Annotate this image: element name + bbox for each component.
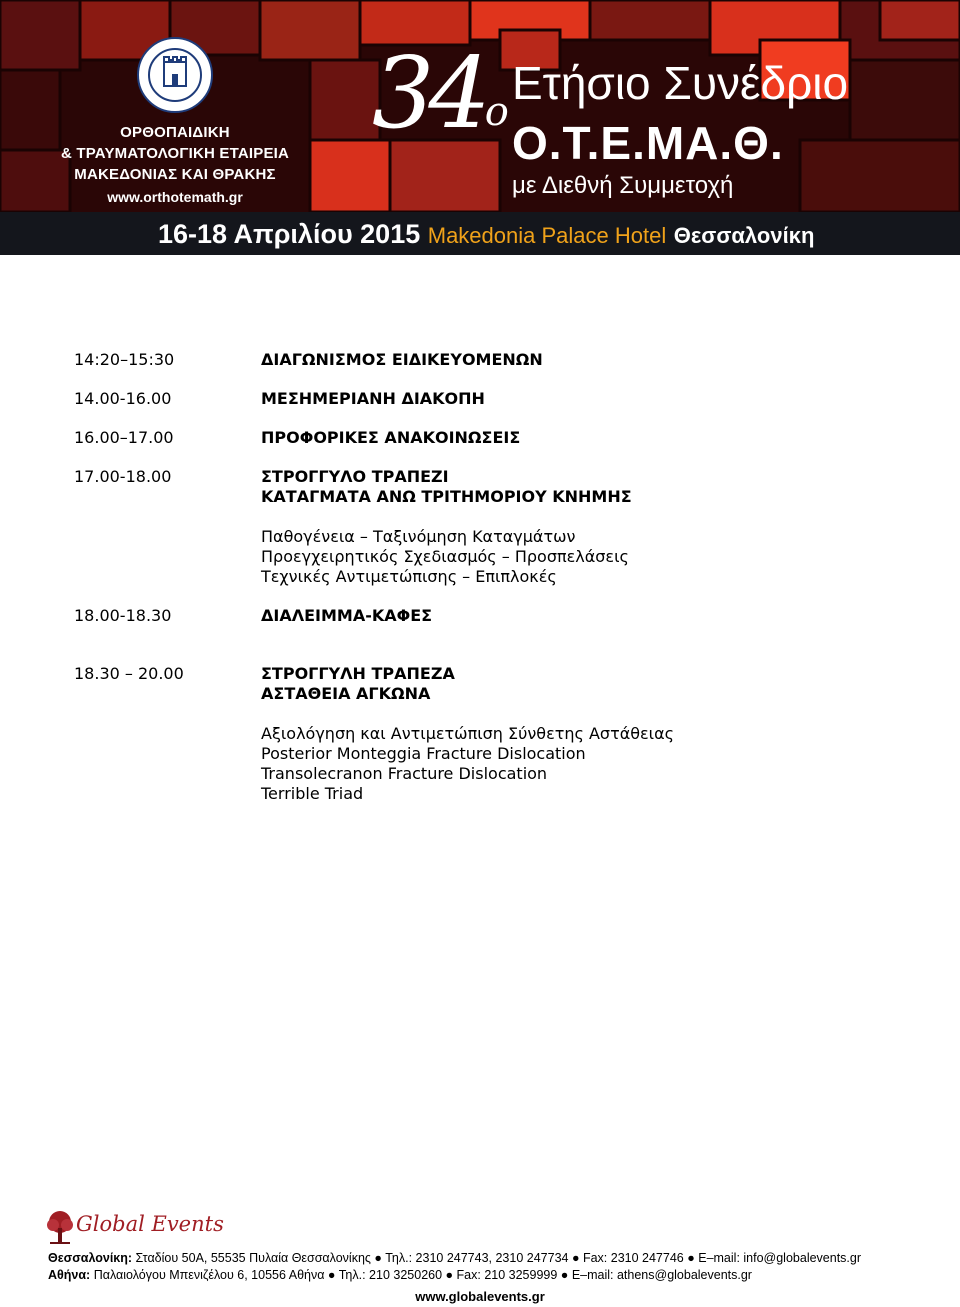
- global-events-brand: Global Events: [76, 1212, 224, 1236]
- session-topic: Transolecranon Fracture Dislocation: [261, 764, 548, 783]
- session-topic: Terrible Triad: [261, 784, 364, 803]
- org-name-line2: & ΤΡΑΥΜΑΤΟΛΟΓΙΚΗ ΕΤΑΙΡΕΙΑ: [60, 145, 290, 162]
- session-title: ΔΙΑΓΩΝΙΣΜΟΣ ΕΙΔΙΚΕΥΟΜΕΝΩΝ: [261, 350, 543, 369]
- conference-number: [372, 37, 509, 151]
- session-time: 18.30 – 20.00: [74, 664, 184, 683]
- conference-venue: Makedonia Palace Hotel: [427, 223, 667, 248]
- conference-ordinal: ο: [484, 89, 509, 135]
- program-row: [74, 606, 894, 626]
- session-subtitle: ΚΑΤΑΓΜΑΤΑ ΑΝΩ ΤΡΙΤΗΜΟΡΙΟΥ ΚΝΗΜΗΣ: [261, 487, 632, 506]
- conference-city: Θεσσαλονίκη: [673, 223, 815, 248]
- session-title: ΠΡΟΦΟΡΙΚΕΣ ΑΝΑΚΟΙΝΩΣΕΙΣ: [261, 428, 521, 447]
- session-time: 14.00-16.00: [74, 389, 172, 408]
- footer-thessaloniki-contact: [48, 1251, 861, 1265]
- program-row: [74, 428, 894, 448]
- session-time: 17.00-18.00: [74, 467, 172, 486]
- footer-line2-text: Παλαιολόγου Μπενιζέλου 6, 10556 Αθήνα ● Τηλ.: 210 3250260 ● Fax: 210 3259999 ● E–mail: athens@globalevents.gr: [90, 1268, 752, 1282]
- session-topic: Προεγχειρητικός Σχεδιασμός – Προσπελάσεις: [261, 547, 629, 566]
- session-title: ΜΕΣΗΜΕΡΙΑΝΗ ΔΙΑΚΟΠΗ: [261, 389, 485, 408]
- conference-organization: Ο.Τ.Ε.ΜΑ.Θ.: [512, 117, 784, 169]
- footer-line2-label: Αθήνα:: [48, 1268, 91, 1282]
- program-row: [74, 664, 894, 804]
- program-row: [74, 467, 894, 587]
- conference-number-value: 34: [372, 37, 485, 151]
- session-time: 18.00-18.30: [74, 606, 172, 625]
- session-topic: Posterior Monteggia Fracture Dislocation: [261, 744, 586, 763]
- session-subtitle: ΑΣΤΑΘΕΙΑ ΑΓΚΩΝΑ: [261, 684, 431, 703]
- session-time: 16.00–17.00: [74, 428, 174, 447]
- footer-line1-label: Θεσσαλονίκη:: [48, 1251, 133, 1265]
- footer-line1-text: Σταδίου 50Α, 55535 Πυλαία Θεσσαλονίκης ● Τηλ.: 2310 247743, 2310 247734 ● Fax: 2310 247746 ● E–mail: info@globalevents.gr: [132, 1251, 862, 1265]
- conference-subtitle: με Διεθνή Συμμετοχή: [512, 172, 734, 199]
- conference-dates: 16-18 Απριλίου 2015: [158, 219, 421, 249]
- org-name-line3: ΜΑΚΕΔΟΝΙΑΣ ΚΑΙ ΘΡΑΚΗΣ: [74, 166, 276, 183]
- program-row: [74, 389, 894, 409]
- date-venue-line: [158, 216, 814, 254]
- footer-website[interactable]: www.globalevents.gr: [415, 1289, 545, 1304]
- society-seal-icon: [136, 36, 214, 114]
- tree-logo-icon: [44, 1210, 76, 1246]
- session-title: ΣΤΡΟΓΓΥΛΟ ΤΡΑΠΕΖΙ: [261, 467, 449, 486]
- session-topic: Παθογένεια – Ταξινόμηση Καταγμάτων: [261, 527, 576, 546]
- session-topic: Αξιολόγηση και Αντιμετώπιση Σύνθετης Αστάθειας: [261, 724, 675, 743]
- organization-block: [40, 36, 310, 205]
- footer-athens-contact: [48, 1268, 752, 1282]
- conference-title: Ετήσιο Συνέδριο: [512, 57, 849, 109]
- org-website: www.orthotemath.gr: [107, 189, 243, 205]
- session-time: 14:20–15:30: [74, 350, 175, 369]
- program-row: [74, 350, 894, 370]
- session-title: ΔΙΑΛΕΙΜΜΑ-ΚΑΦΕΣ: [261, 606, 433, 625]
- conference-banner: [0, 0, 960, 255]
- program-schedule: [74, 350, 894, 804]
- org-name-line1: ΟΡΘΟΠΑΙΔΙΚΗ: [120, 124, 230, 141]
- session-topic: Τεχνικές Αντιμετώπισης – Επιπλοκές: [261, 567, 557, 586]
- session-title: ΣΤΡΟΓΓΥΛΗ ΤΡΑΠΕΖΑ: [261, 664, 455, 683]
